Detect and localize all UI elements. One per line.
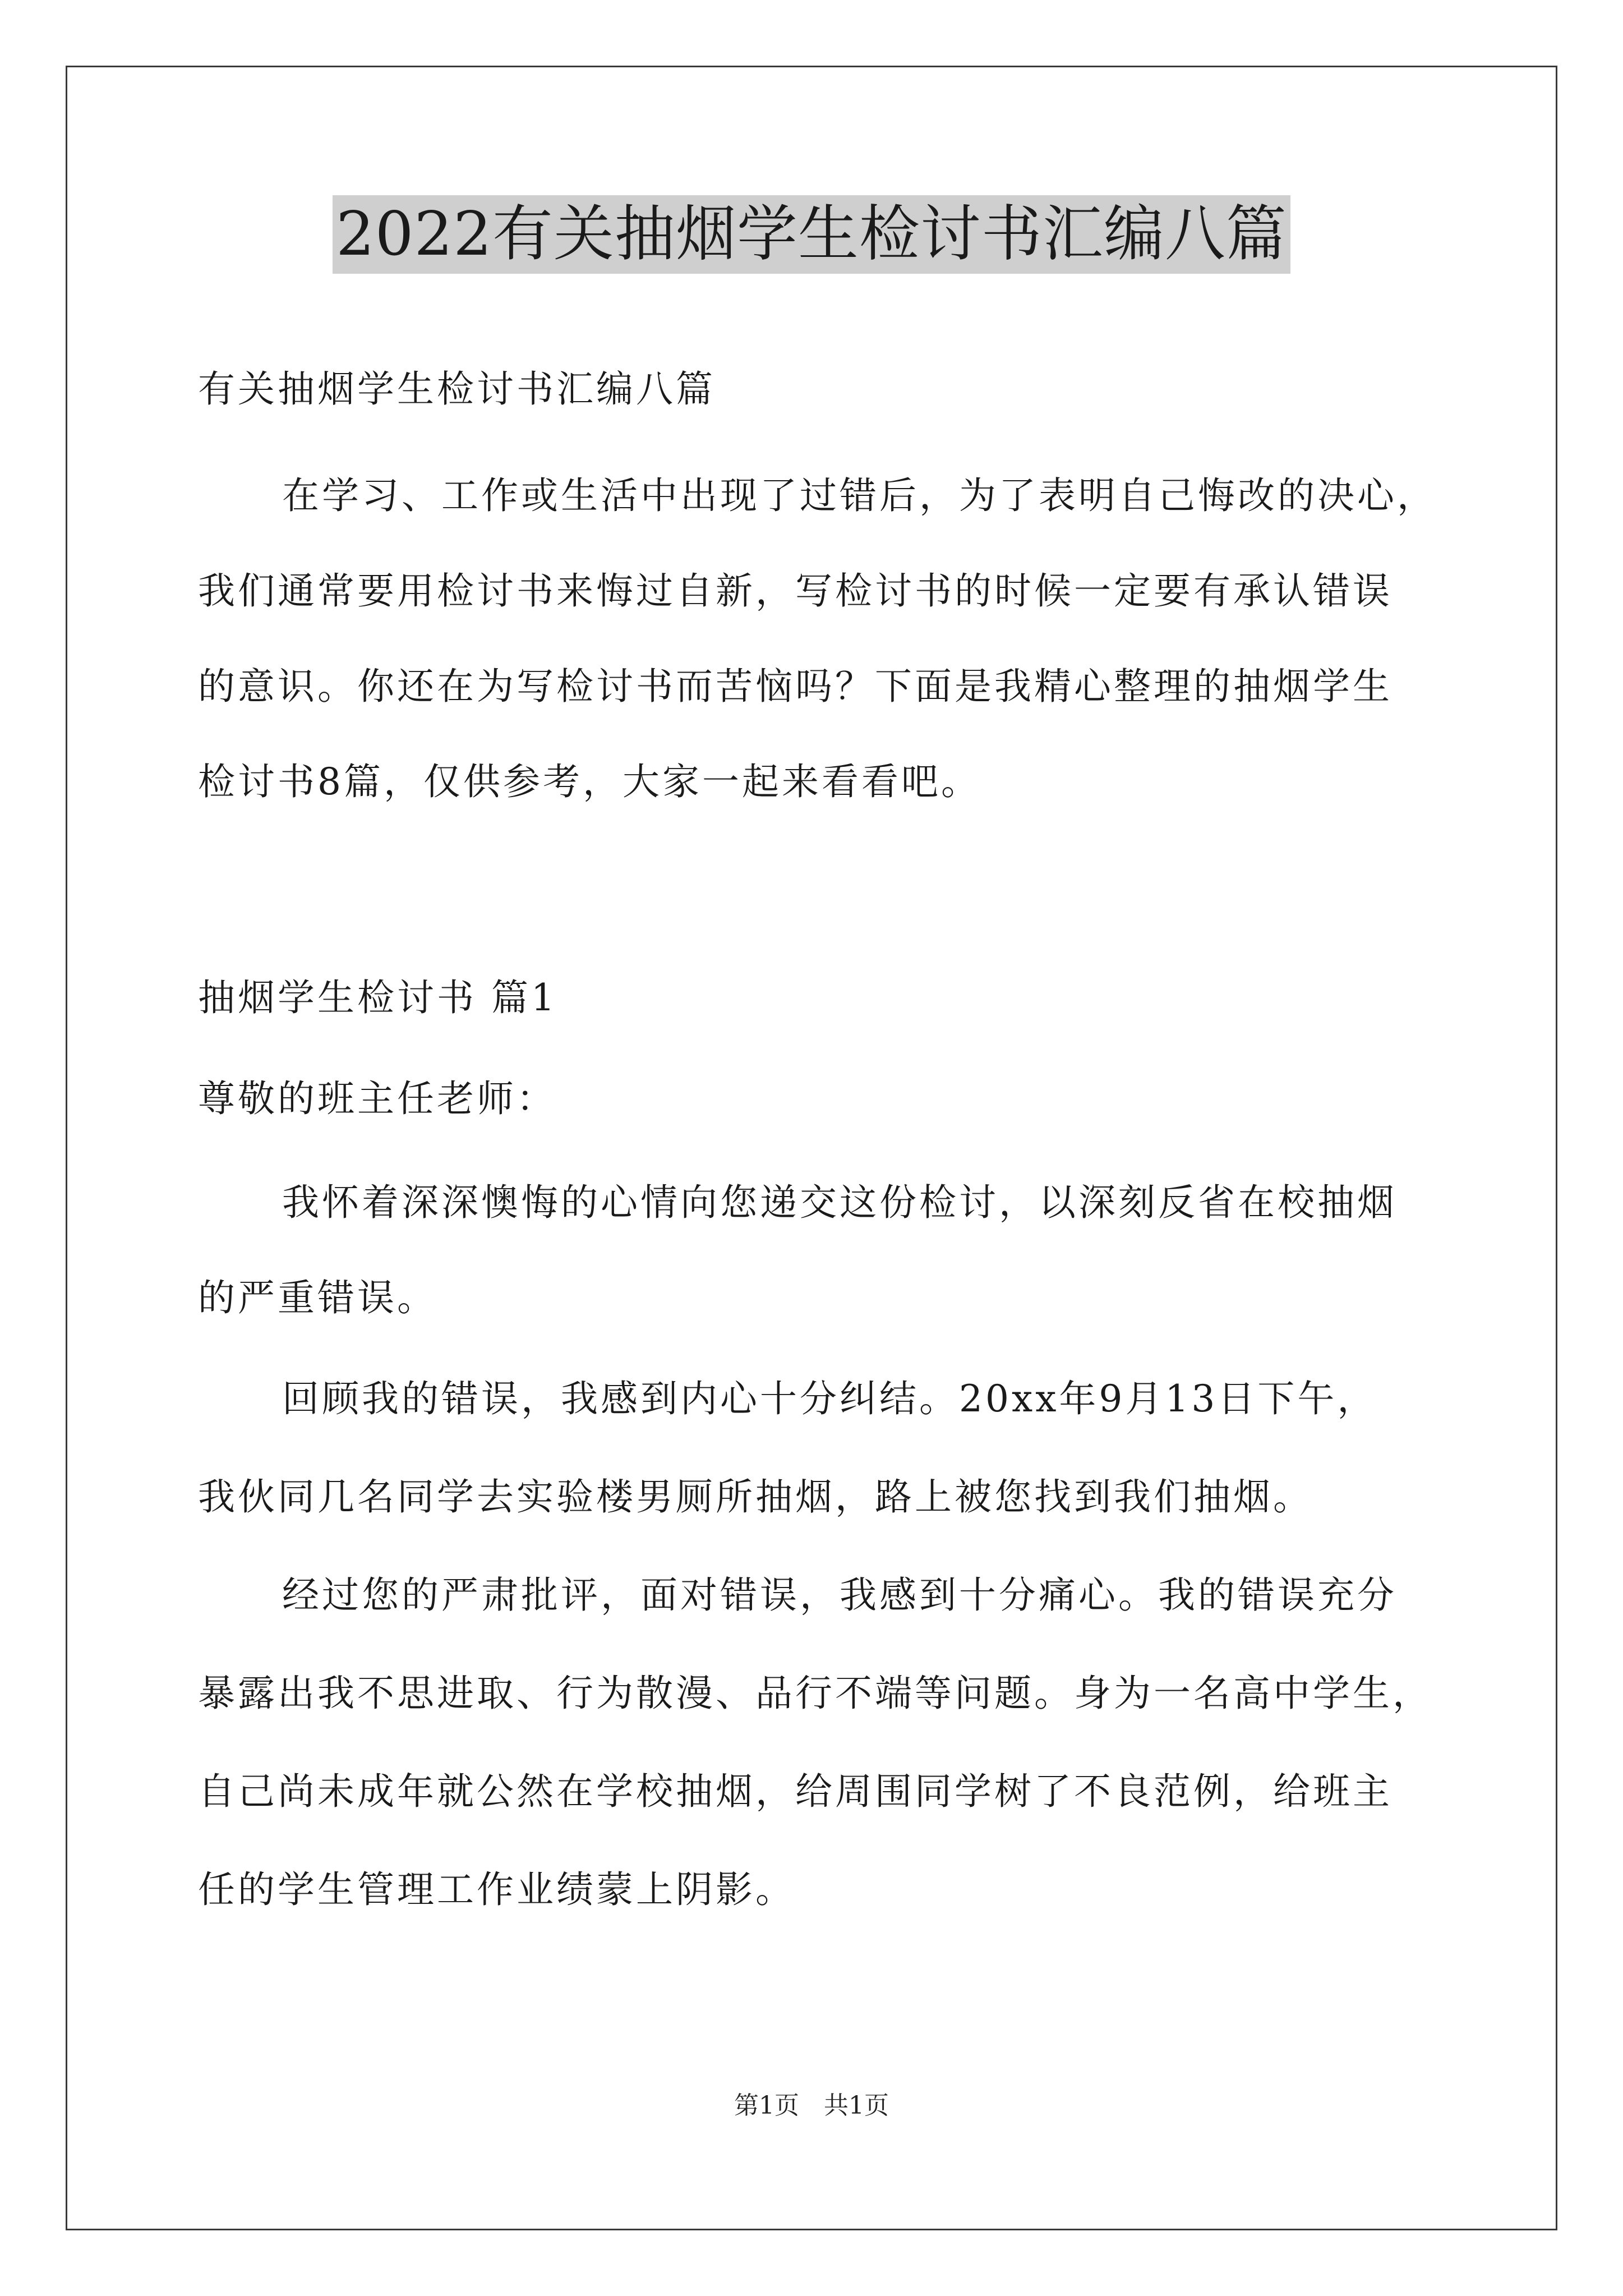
- body-line: 的意识。你还在为写检讨书而苦恼吗？下面是我精心整理的抽烟学生: [198, 665, 1393, 708]
- body-line: 经过您的严肃批评，面对错误，我感到十分痛心。我的错误充分: [282, 1573, 1397, 1617]
- body-line: 我伙同几名同学去实验楼男厕所抽烟，路上被您找到我们抽烟。: [198, 1475, 1313, 1519]
- title-container: [0, 195, 1623, 274]
- body-line: 在学习、工作或生活中出现了过错后，为了表明自己悔改的决心，: [282, 474, 1437, 517]
- body-line: 的严重错误。: [198, 1276, 437, 1319]
- section-heading: 抽烟学生检讨书 篇1: [198, 976, 557, 1019]
- body-line: 暴露出我不思进取、行为散漫、品行不端等问题。身为一名高中学生，: [198, 1672, 1432, 1715]
- body-line: 尊敬的班主任老师：: [198, 1077, 556, 1120]
- body-line: 检讨书8篇，仅供参考，大家一起来看看吧。: [198, 760, 981, 803]
- page-footer: 第1页 共1页: [734, 2091, 889, 2120]
- document-subtitle: 有关抽烟学生检讨书汇编八篇: [198, 367, 716, 411]
- body-line: 自己尚未成年就公然在学校抽烟，给周围同学树了不良范例，给班主: [198, 1770, 1393, 1813]
- document-title: 2022有关抽烟学生检讨书汇编八篇: [333, 195, 1290, 274]
- body-line: 回顾我的错误，我感到内心十分纠结。20xx年9月13日下午，: [282, 1377, 1377, 1420]
- body-line: 我怀着深深懊悔的心情向您递交这份检讨，以深刻反省在校抽烟: [282, 1181, 1397, 1224]
- body-line: 我们通常要用检讨书来悔过自新，写检讨书的时候一定要有承认错误: [198, 569, 1393, 613]
- body-line: 任的学生管理工作业绩蒙上阴影。: [198, 1868, 795, 1911]
